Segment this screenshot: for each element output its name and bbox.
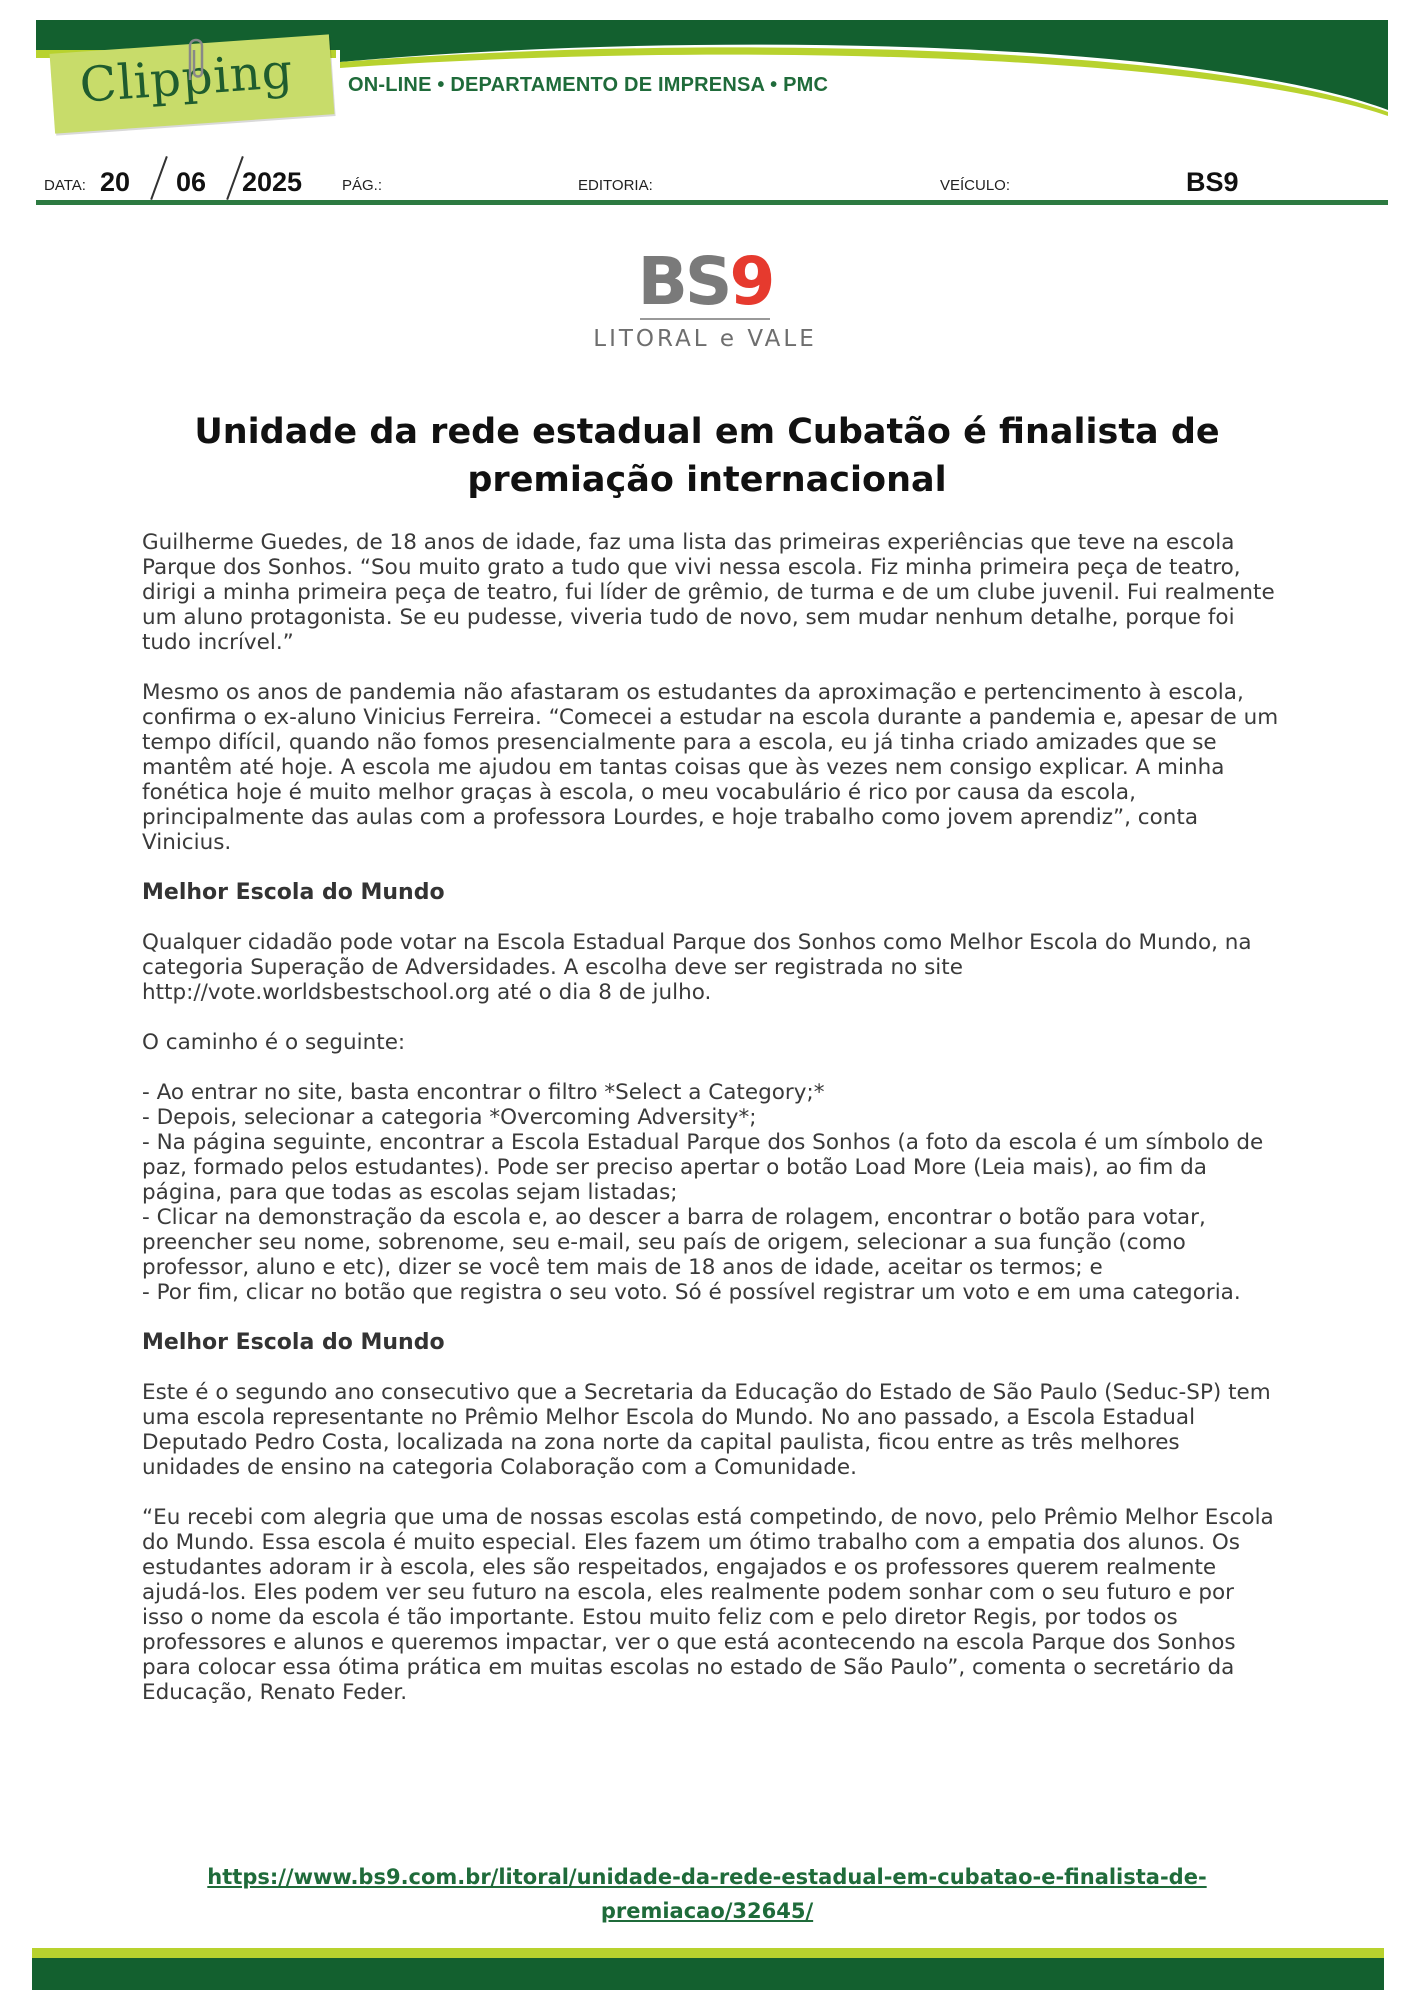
article-body [142, 530, 1282, 1730]
list-item: - Por fim, clicar no botão que registra o seu voto. Só é possível registrar um voto e em uma categoria. [142, 1280, 1241, 1305]
logo-subtitle: LITORAL e VALE [593, 326, 817, 352]
date-day: 20 [100, 167, 131, 197]
data-label: DATA: [44, 177, 86, 194]
veiculo-value: BS9 [1186, 167, 1239, 197]
header-subtitle: ON-LINE • DEPARTAMENTO DE IMPRENSA • PMC [348, 74, 829, 96]
list-item: - Ao entrar no site, basta encontrar o filtro *Select a Category;* [142, 1080, 825, 1105]
paragraph: Mesmo os anos de pandemia não afastaram os estudantes da aproximação e pertencimento à escola, confirma o ex-aluno Vinicius Ferreira. “Comecei a estudar na escola durante a pandemia e, apesar de um tempo difícil, quando não fomos presencialmente para a escola, eu já tinha criado amizades que se mantêm até hoje. A escola me ajudou em tantas coisas que às vezes nem consigo explicar. A minha fonética hoje é muito melhor graças à escola, o meu vocabulário é rico por causa da escola, principalmente das aulas com a professora Lourdes, e hoje trabalho como jovem aprendiz”, conta Vinicius. [142, 680, 1279, 855]
veiculo-label: VEÍCULO: [940, 177, 1011, 194]
paragraph: Este é o segundo ano consecutivo que a Secretaria da Educação do Estado de São Paulo (Seduc-SP) tem uma escola representante no Prêmio Melhor Escola do Mundo. No ano passado, a Escola Estadual Deputado Pedro Costa, localizada na zona norte da capital paulista, ficou entre as três melhores unidades de ensino na categoria Colaboração com a Comunidade. [142, 1380, 1271, 1480]
footer-band-dark [32, 1958, 1384, 1990]
section-heading: Melhor Escola do Mundo [142, 880, 445, 905]
logo-mark-9: 9 [729, 243, 773, 320]
logo-mark-bs: BS [637, 243, 730, 320]
paragraph: O caminho é o seguinte: [142, 1030, 406, 1055]
meta-divider [36, 200, 1388, 205]
paragraph: “Eu recebi com alegria que uma de nossas escolas está competindo, de novo, pelo Prêmio Melhor Escola do Mundo. Essa escola é muito especial. Eles fazem um ótimo trabalho com a empatia dos alunos. Os estudantes adoram ir à escola, eles são respeitados, engajados e os professores querem realmente ajudá-los. Eles podem ver seu futuro na escola, eles realmente podem sonhar com o seu futuro e por isso o nome da escola é tão importante. Estou muito feliz com e pelo diretor Regis, por todos os professores e alunos e queremos impactar, ver o que está acontecendo na escola Parque dos Sonhos para colocar essa ótima prática em muitas escolas no estado de São Paulo”, comenta o secretário da Educação, Renato Feder. [142, 1505, 1274, 1705]
pag-label: PÁG.: [342, 177, 383, 194]
logo-mark [590, 243, 820, 320]
list-item: - Clicar na demonstração da escola e, ao descer a barra de rolagem, encontrar o botão para votar, preencher seu nome, sobrenome, seu e-mail, seu país de origem, selecionar a sua função (como professor, aluno e etc), dizer se você tem mais de 18 anos de idade, aceitar os termos; e [142, 1205, 1206, 1280]
list-item: - Na página seguinte, encontrar a Escola Estadual Parque dos Sonhos (a foto da escola é um símbolo de paz, formado pelos estudantes). Pode ser preciso apertar o botão Load More (Leia mais), ao fim da página, para que todas as escolas sejam listadas; [142, 1130, 1264, 1205]
paperclip-icon [180, 36, 210, 86]
list-item: - Depois, selecionar a categoria *Overcoming Adversity*; [142, 1105, 757, 1130]
date-separator [150, 156, 168, 200]
clipping-label: Clipping [77, 42, 296, 114]
article-title: Unidade da rede estadual em Cubatão é finalista de premiação internacional [194, 412, 1220, 500]
steps-list [142, 1080, 1282, 1305]
meta-row [44, 165, 1384, 205]
source-link[interactable]: https://www.bs9.com.br/litoral/unidade-da-rede-estadual-em-cubatao-e-finalista-de-premiacao/32645/ [207, 1865, 1207, 1923]
bs9-logo [590, 243, 820, 366]
editoria-label: EDITORIA: [578, 177, 653, 194]
date-year: 2025 [242, 167, 303, 197]
date-month: 06 [176, 167, 207, 197]
section-heading: Melhor Escola do Mundo [142, 1330, 445, 1355]
footer-band-light [32, 1948, 1384, 1958]
paragraph: Guilherme Guedes, de 18 anos de idade, faz uma lista das primeiras experiências que teve na escola Parque dos Sonhos. “Sou muito grato a tudo que vivi nessa escola. Fiz minha primeira peça de teatro, dirigi a minha primeira peça de teatro, fui líder de grêmio, de turma e de um clube juvenil. Fui realmente um aluno protagonista. Se eu pudesse, viveria tudo de novo, sem mudar nenhum detalhe, porque foi tudo incrível.” [142, 530, 1275, 655]
paragraph: Qualquer cidadão pode votar na Escola Estadual Parque dos Sonhos como Melhor Escola do Mundo, na categoria Superação de Adversidades. A escolha deve ser registrada no site http://vote.worldsbestschool.org até o dia 8 de julho. [142, 930, 1252, 1005]
